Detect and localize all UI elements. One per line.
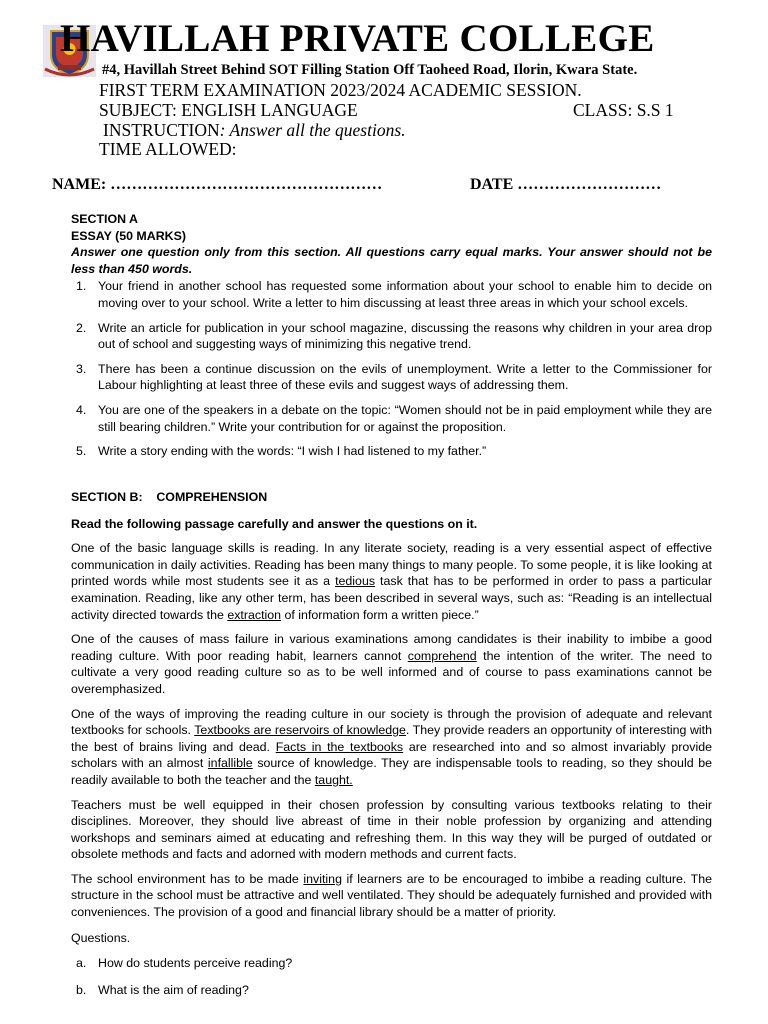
section-a-title: SECTION A: [71, 212, 139, 226]
date-field[interactable]: DATE ………………………: [470, 176, 662, 193]
exam-title: FIRST TERM EXAMINATION 2023/2024 ACADEMIC SESSION.: [99, 80, 582, 100]
essay-question: [71, 320, 712, 353]
passage-paragraph-4: Teachers must be well equipped in their chosen profession by consulting various textbooks relating to their disciplines. Moreover, they should live abreast of time in their noble profession by organizing and attending workshops and seminars aimed at educating and refreshing them. In this way they will be purged of outdated or obsolete methods and facts and adorned with modern methods and current facts.: [71, 797, 712, 862]
instruction-line: [103, 120, 406, 140]
passage-text: source of knowledge. They are indispensable tools to reading, so they should be readily available to both the teacher and the: [71, 756, 712, 787]
passage-paragraph-3: [71, 706, 712, 789]
underlined-phrase: Facts in the textbooks: [275, 739, 404, 754]
underlined-word: extraction: [227, 607, 282, 622]
underlined-word: tedious: [335, 574, 376, 589]
comprehension-question-list: [71, 955, 712, 998]
college-name: HAVILLAH PRIVATE COLLEGE: [60, 17, 655, 60]
comprehension-question: [71, 955, 712, 972]
underlined-word: inviting: [303, 871, 342, 886]
comprehension-question: [71, 982, 712, 999]
essay-question: [71, 443, 712, 460]
essay-question: [71, 278, 712, 311]
essay-question: [71, 402, 712, 435]
essay-question-list: [71, 278, 712, 459]
passage-text: One of the basic language skills is reading. In any literate society, reading is a very essential aspect of effective communication in daily activities. Reading has been many things to many people. To some people, it is like looking at printed words while most students see it as a: [71, 541, 712, 589]
underlined-word: taught.: [314, 772, 353, 787]
section-b-instruction: Read the following passage carefully and answer the questions on it.: [71, 516, 478, 531]
question-text: Write a story ending with the words: “I wish I had listened to my father.”: [98, 444, 487, 459]
passage-paragraph-5: [71, 871, 712, 921]
passage-text: of information form a written piece.”: [281, 607, 479, 622]
question-text: How do students perceive reading?: [98, 956, 293, 971]
passage-paragraph-1: [71, 540, 712, 623]
section-a: [71, 211, 712, 468]
question-number: 2.: [76, 320, 87, 335]
section-a-subtitle: ESSAY (50 MARKS): [71, 228, 186, 243]
instruction-label: INSTRUCTION: [103, 120, 220, 140]
question-number: 4.: [76, 402, 87, 417]
passage-text: One of the ways of improving the reading culture in our society is through the provision of adequate and relevant textbooks for schools.: [71, 706, 712, 738]
question-text: Write an article for publication in your school magazine, discussing the reasons why children in your area drop out of school and suggesting ways of minimizing this negative trend.: [98, 320, 712, 352]
section-b: [71, 489, 712, 1006]
passage-text: . They provide readers an opportunity of interesting with the best of brains living and dead.: [71, 723, 712, 754]
question-text: What is the aim of reading?: [98, 982, 249, 997]
time-allowed: TIME ALLOWED:: [99, 139, 237, 159]
essay-question: [71, 361, 712, 394]
passage-text: The school environment has to be made: [71, 871, 304, 886]
section-a-instruction: Answer one question only from this section. All questions carry equal marks. Your answer should not be less than 450 words.: [71, 245, 712, 276]
question-letter: a.: [76, 956, 87, 971]
passage-paragraph-2: [71, 631, 712, 697]
passage-text: the intention of the writer. The need to cultivate a very good reading culture so as to be well informed and of course to pass examinations cannot be overemphasized.: [71, 648, 712, 696]
section-b-title: SECTION B: COMPREHENSION: [71, 490, 268, 504]
passage-text: are researched into and so almost invariably provide scholars with an almost: [71, 739, 712, 771]
underlined-word: infallible: [207, 756, 253, 771]
underlined-word: comprehend: [407, 648, 477, 663]
class-line: CLASS: S.S 1: [573, 100, 674, 120]
college-address: #4, Havillah Street Behind SOT Filling Station Off Taoheed Road, Ilorin, Kwara State.: [102, 62, 638, 78]
question-number: 3.: [76, 361, 87, 376]
passage-text: One of the causes of mass failure in various examinations among candidates is their inability to imbibe a good reading culture. With poor reading habit, learners cannot: [71, 632, 712, 663]
question-text: Your friend in another school has requested some information about your school to enable him to decide on moving over to your school. Write a letter to him discussing at least three areas in which your school excels.: [98, 279, 712, 310]
subject-line: SUBJECT: ENGLISH LANGUAGE: [99, 100, 358, 120]
questions-label: Questions.: [71, 930, 131, 945]
passage-text: if learners are to be encouraged to imbibe a reading culture. The structure in the school must be attractive and well ventilated. They should be adequately furnished and provided with conveniences. The provision of a good and financial library should be a matter of priority.: [71, 871, 712, 920]
question-text: There has been a continue discussion on the evils of unemployment. Write a letter to the Commissioner for Labour highlighting at least three of these evils and suggest ways of addressing them.: [98, 361, 712, 393]
question-number: 5.: [76, 444, 87, 459]
name-field[interactable]: NAME: ……………………………………………: [52, 176, 383, 193]
question-number: 1.: [76, 279, 87, 294]
question-text: You are one of the speakers in a debate on the topic: “Women should not be in paid employment while they are still bearing children.” Write your contribution for or against the proposition.: [98, 402, 712, 434]
passage-text: task that has to be performed in order to pass a particular examination. Reading, like any other term, has been described in several ways, such as: “Reading is an intellectual activity directed towards the: [71, 574, 712, 622]
question-letter: b.: [76, 982, 87, 997]
instruction-text: : Answer all the questions.: [219, 120, 406, 140]
underlined-phrase: Textbooks are reservoirs of knowledge: [194, 723, 406, 738]
